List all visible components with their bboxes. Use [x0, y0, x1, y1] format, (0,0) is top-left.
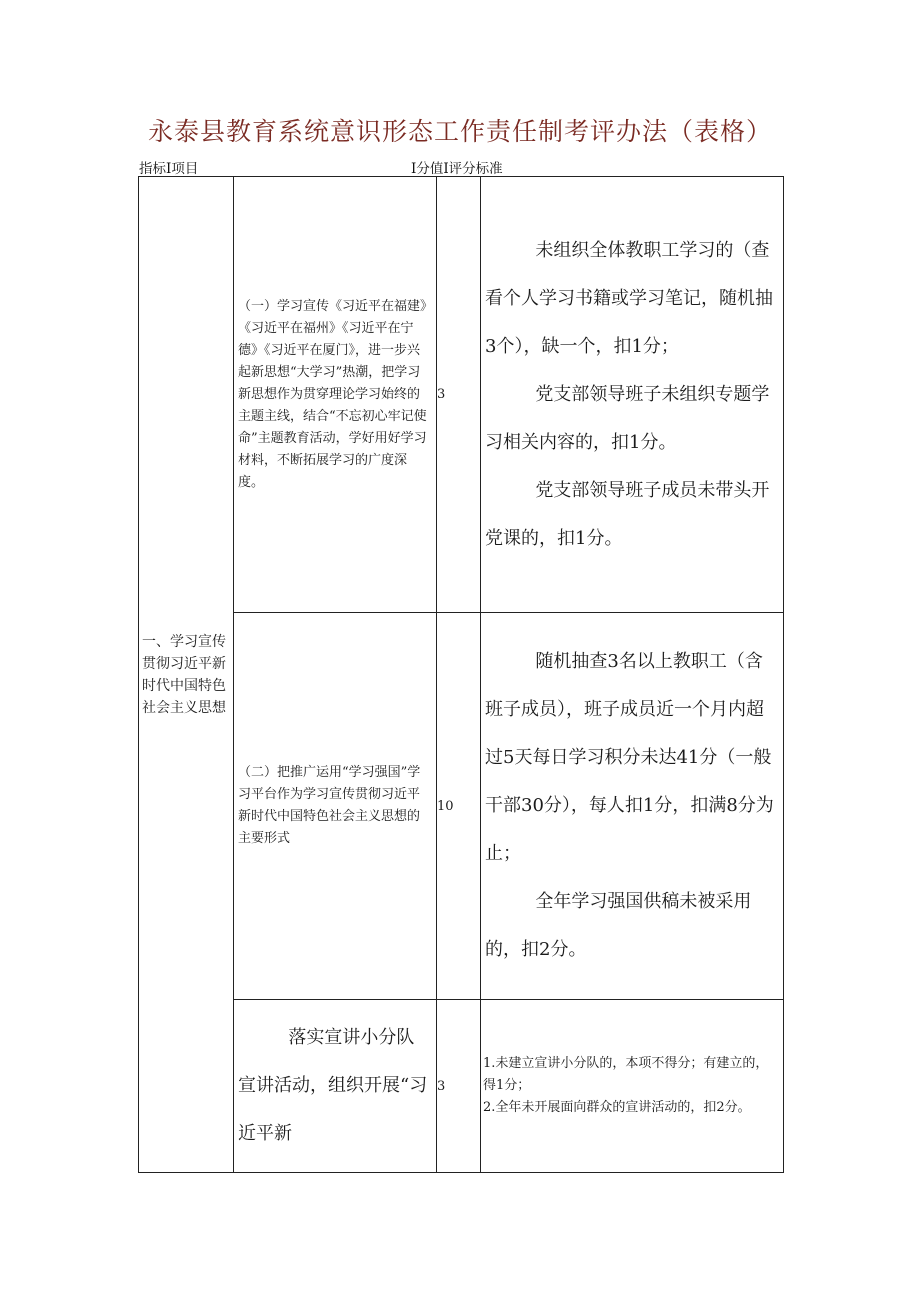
- criteria-cell: [481, 1000, 784, 1173]
- indicator-cell: [139, 177, 234, 1173]
- criteria-line: 全年学习强国供稿未被采用的，扣2分。: [485, 891, 752, 960]
- criteria-line: 未组织全体教职工学习的（查看个人学习书籍或学习笔记，随机抽3个），缺一个，扣1分；: [485, 239, 773, 357]
- score-cell: [437, 177, 481, 613]
- score-cell: [437, 613, 481, 1000]
- item-text: （一）学习宣传《习近平在福建》《习近平在福州》《习近平在宁德》《习近平在厦门》，进一步兴起新思想“大学习”热潮，把学习新思想作为贯穿理论学习始终的主题主线，结合“不忘初心牢记使命”主题教育活动，学好用好学习材料，不断拓展学习的广度深度。: [238, 298, 427, 490]
- assessment-table: [138, 176, 784, 1173]
- criteria-line: 党支部领导班子未组织专题学习相关内容的，扣1分。: [485, 383, 770, 453]
- criteria-line: 党支部领导班子成员未带头开党课的，扣1分。: [485, 479, 770, 549]
- page-title: 永泰县教育系统意识形态工作责任制考评办法（表格）: [147, 117, 772, 146]
- header-score-criteria: I分值I评分标准: [411, 161, 503, 177]
- score-value: 3: [437, 387, 446, 402]
- score-cell: [437, 1000, 481, 1173]
- criteria-cell: [481, 613, 784, 1000]
- table-row: [139, 1000, 784, 1173]
- table-row: [139, 177, 784, 613]
- criteria-line: 随机抽查3名以上教职工（含班子成员），班子成员近一个月内超过5天每日学习积分未达41分（一般干部30分），每人扣1分，扣满8分为止；: [485, 651, 774, 864]
- item-cell: [234, 613, 437, 1000]
- item-text: 落实宣讲小分队宣讲活动，组织开展“习近平新: [238, 1027, 428, 1144]
- indicator-text: 一、学习宣传贯彻习近平新时代中国特色社会主义思想: [142, 633, 226, 716]
- criteria-cell: [481, 177, 784, 613]
- criteria-line: 1.未建立宣讲小分队的，本项不得分；有建立的，得1分；: [483, 1056, 769, 1093]
- item-cell: [234, 1000, 437, 1173]
- header-indicator-item: 指标I项目: [139, 161, 199, 177]
- item-text: （二）把推广运用“学习强国”学习平台作为学习宣传贯彻习近平新时代中国特色社会主义思想的主要形式: [238, 765, 421, 846]
- score-value: 3: [437, 1078, 446, 1094]
- criteria-line: 2.全年未开展面向群众的宣讲活动的，扣2分。: [483, 1100, 751, 1115]
- table-row: [139, 613, 784, 1000]
- item-cell: [234, 177, 437, 613]
- score-value: 10: [437, 798, 454, 814]
